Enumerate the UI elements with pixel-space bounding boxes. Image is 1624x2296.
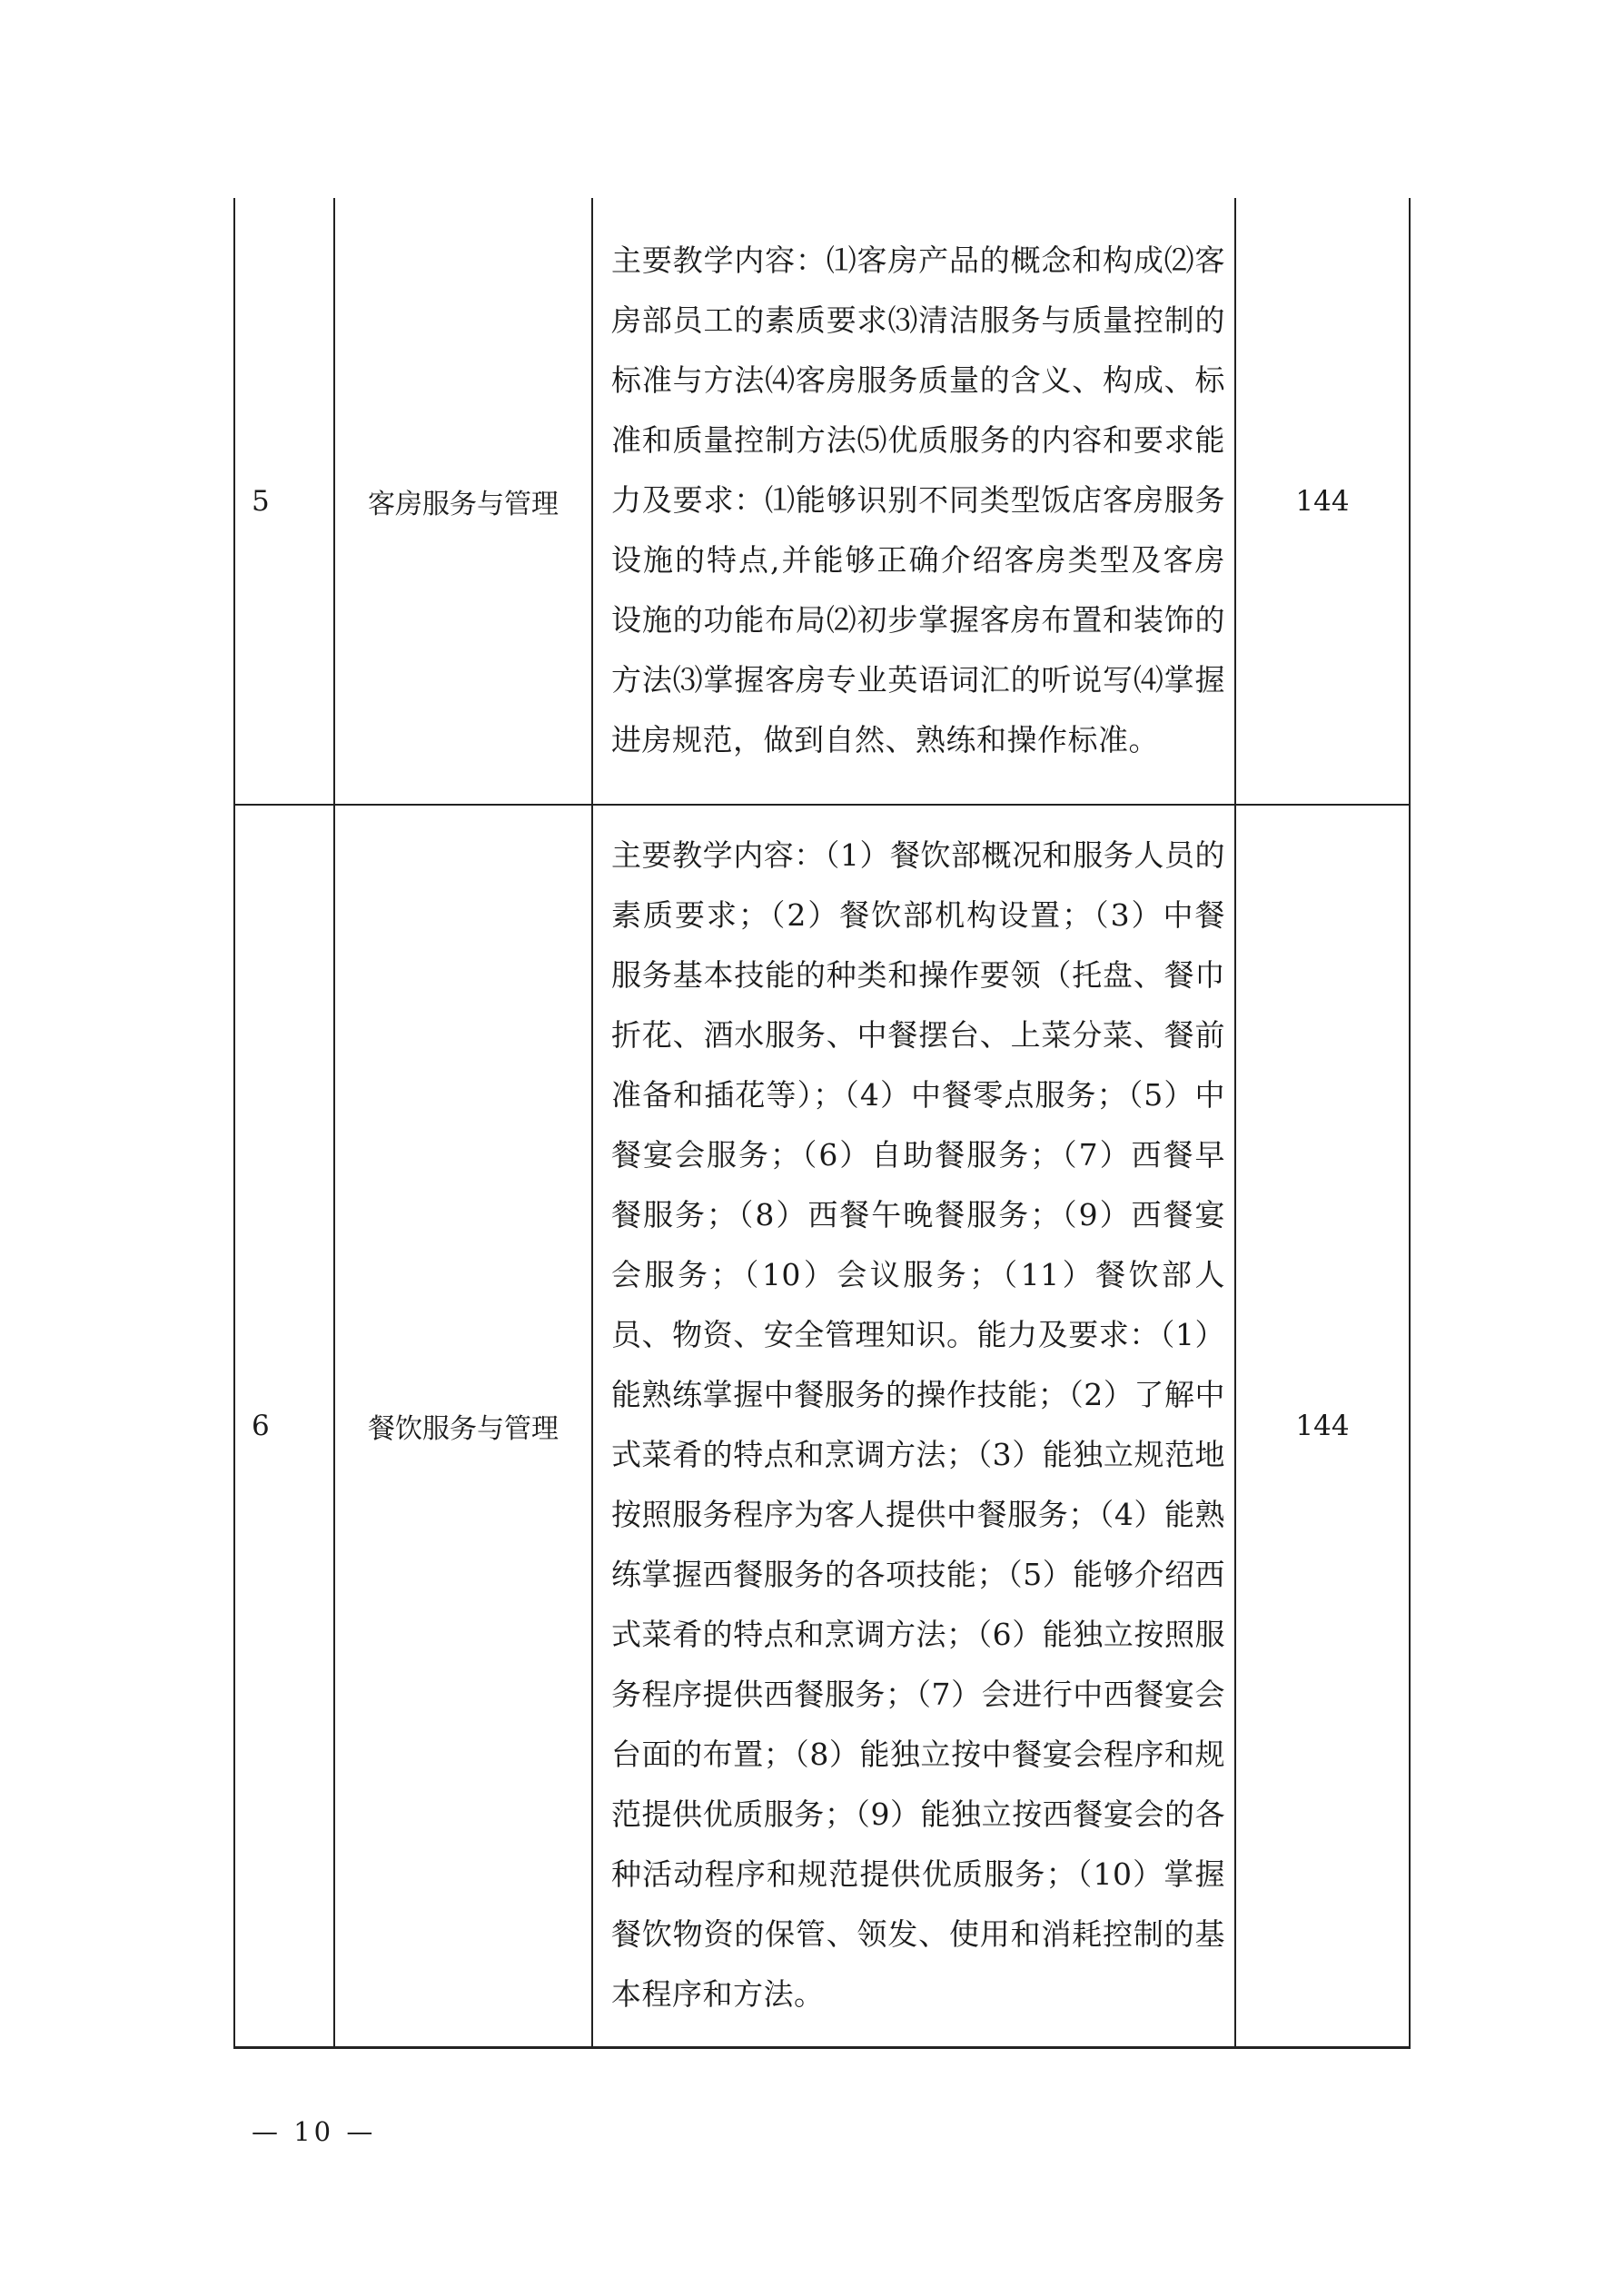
course-content: 主要教学内容：（1）餐饮部概况和服务人员的素质要求；（2）餐饮部机构设置；（3）中餐服务基本技能的种类和操作要领（托盘、餐巾折花、酒水服务、中餐摆台、上菜分菜、餐前准备和插花等）；（4）中餐零点服务；（5）中餐宴会服务；（6）自助餐服务；（7）西餐早餐服务；（8）西餐午晚餐服务；（9）西餐宴会服务；（10）会议服务；（11）餐饮部人员、物资、安全管理知识。能力及要求：（1）能熟练掌握中餐服务的操作技能；（2）了解中式菜肴的特点和烹调方法；（3）能独立规范地按照服务程序为客人提供中餐服务；（4）能熟练掌握西餐服务的各项技能；（5）能够介绍西式菜肴的特点和烹调方法；（6）能独立按照服务程序提供西餐服务；（7）会进行中西餐宴会台面的布置；（8）能独立按中餐宴会程序和规范提供优质服务；（9）能独立按西餐宴会的各种活动程序和规范提供优质服务；（10）掌握餐饮物资的保管、领发、使用和消耗控制的基本程序和方法。 [592,805,1235,2047]
table-row [234,198,1410,805]
row-index: 5 [234,198,334,805]
page-number: — 10 — [252,2116,377,2147]
course-hours: 144 [1235,198,1410,805]
course-name: 客房服务与管理 [334,198,592,805]
table-row [234,805,1410,2047]
course-table [233,198,1411,2049]
row-index: 6 [234,805,334,2047]
course-content: 主要教学内容：⑴客房产品的概念和构成⑵客房部员工的素质要求⑶清洁服务与质量控制的标准与方法⑷客房服务质量的含义、构成、标准和质量控制方法⑸优质服务的内容和要求能力及要求：⑴能够识别不同类型饭店客房服务设施的特点,并能够正确介绍客房类型及客房设施的功能布局⑵初步掌握客房布置和装饰的方法⑶掌握客房专业英语词汇的听说写⑷掌握进房规范，做到自然、熟练和操作标准。 [592,198,1235,805]
course-name: 餐饮服务与管理 [334,805,592,2047]
course-hours: 144 [1235,805,1410,2047]
